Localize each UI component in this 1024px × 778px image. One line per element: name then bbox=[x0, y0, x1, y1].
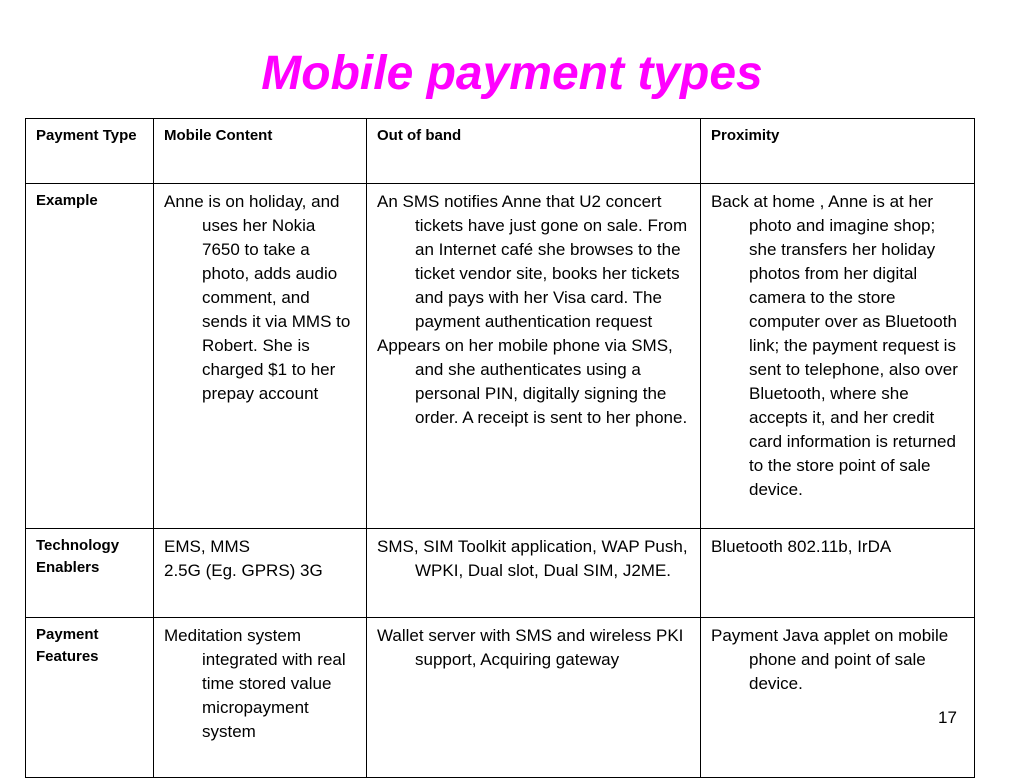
header-proximity: Proximity bbox=[701, 119, 975, 184]
cell-features-mobile-content bbox=[154, 618, 367, 778]
row-label-example: Example bbox=[26, 184, 154, 529]
cell-tech-proximity bbox=[701, 529, 975, 618]
row-label-payment-features: Payment Features bbox=[26, 618, 154, 778]
table-header-row bbox=[26, 119, 975, 184]
cell-tech-mobile-content bbox=[154, 529, 367, 618]
table-row-example bbox=[26, 184, 975, 529]
cell-paragraph: Back at home , Anne is at her photo and imagine shop; she transfers her holiday photos from her digital camera to the store computer over as Bluetooth link; the payment request is sent to telephone, also over Bluetooth, where she accepts it, and her credit card information is returned to the store point of sale device. bbox=[711, 192, 958, 499]
cell-example-out-of-band bbox=[367, 184, 701, 529]
page-number: 17 bbox=[938, 708, 957, 727]
cell-paragraph: Bluetooth 802.11b, IrDA bbox=[711, 537, 892, 556]
cell-paragraph: Appears on her mobile phone via SMS, and she authenticates using a personal PIN, digitally signing the order. A receipt is sent to her phone. bbox=[377, 336, 688, 427]
cell-paragraph: An SMS notifies Anne that U2 concert tickets have just gone on sale. From an Internet café she browses to the ticket vendor site, books her tickets and pays with her Visa card. The payment authentication request bbox=[377, 192, 688, 331]
table-row-technology-enablers bbox=[26, 529, 975, 618]
table-row-payment-features bbox=[26, 618, 975, 778]
cell-paragraph: Anne is on holiday, and uses her Nokia 7650 to take a photo, adds audio comment, and sends it via MMS to Robert. She is charged $1 to her prepay account bbox=[164, 192, 351, 403]
cell-paragraph: EMS, MMS bbox=[164, 537, 250, 556]
cell-features-out-of-band bbox=[367, 618, 701, 778]
cell-paragraph: SMS, SIM Toolkit application, WAP Push, WPKI, Dual slot, Dual SIM, J2ME. bbox=[377, 537, 688, 580]
header-payment-type: Payment Type bbox=[26, 119, 154, 184]
header-out-of-band: Out of band bbox=[367, 119, 701, 184]
cell-paragraph: 2.5G (Eg. GPRS) 3G bbox=[164, 561, 323, 580]
cell-paragraph: Wallet server with SMS and wireless PKI support, Acquiring gateway bbox=[377, 626, 684, 669]
payment-types-table bbox=[25, 118, 975, 778]
cell-example-proximity bbox=[701, 184, 975, 529]
header-mobile-content: Mobile Content bbox=[154, 119, 367, 184]
slide-title: Mobile payment types bbox=[261, 47, 763, 100]
cell-paragraph: Payment Java applet on mobile phone and point of sale device. bbox=[711, 626, 949, 693]
cell-features-proximity bbox=[701, 618, 975, 778]
cell-tech-out-of-band bbox=[367, 529, 701, 618]
cell-example-mobile-content bbox=[154, 184, 367, 529]
row-label-technology-enablers: Technology Enablers bbox=[26, 529, 154, 618]
cell-paragraph: Meditation system integrated with real time stored value micropayment system bbox=[164, 626, 346, 741]
